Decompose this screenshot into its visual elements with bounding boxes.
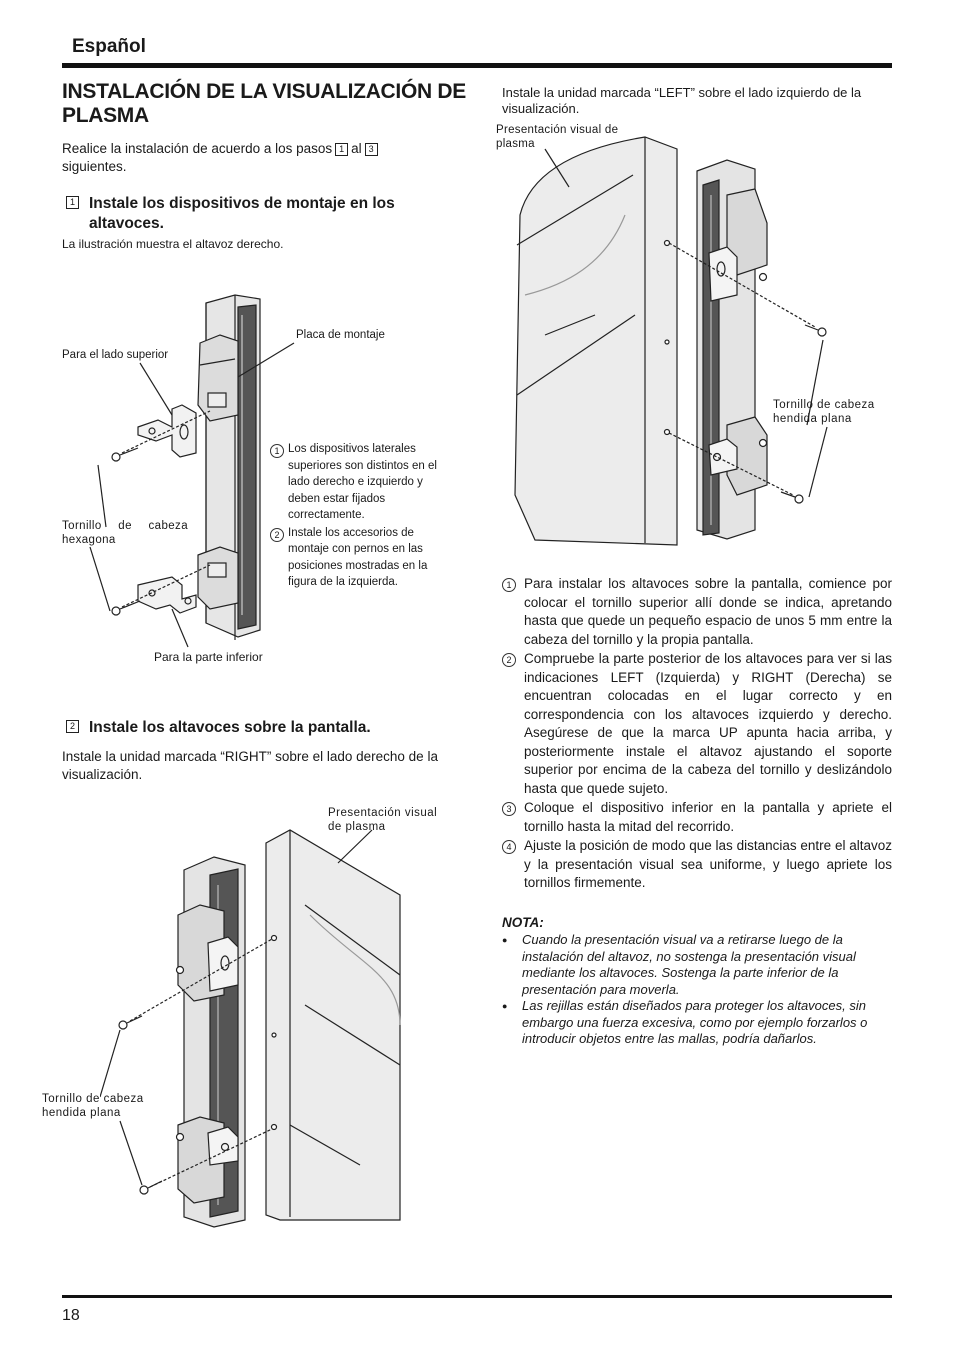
left-speaker-mounting-illustration (505, 135, 845, 550)
label-bottom-side: Para la parte inferior (154, 650, 263, 664)
label-flat-screw-left: Tornillo de cabeza hendida plana (773, 399, 875, 425)
instruction-3: 3 Coloque el dispositivo inferior en la pantalla y apriete el tornillo hasta la mitad del recorrido. (502, 799, 892, 836)
step-ref-last: 3 (365, 143, 378, 156)
bottom-rule (62, 1295, 892, 1298)
step2-heading: 2 Instale los altavoces sobre la pantalla. (62, 718, 462, 738)
label-flat-screw-right: Tornillo de cabeza hendida plana (42, 1093, 144, 1119)
instruction-2: 2 Compruebe la parte posterior de los altavoces para ver si las indicaciones LEFT (Izquierda) y RIGHT (Derecha) se encuentran colocadas en el lugar correcto y en correspondencia con los altavoces izquierdo y derecho. Asegúrese de que la marca UP apunta hacia arriba, y posteriormente instale el altavoz ajustando el soporte superior por encima de la cabeza del tornillo y deslizándolo hasta que quede sujeto. (502, 650, 892, 798)
nota-item-2: ● Las rejillas están diseñados para proteger los altavoces, sin embargo una fuerza excesiva, como por ejemplo forzarlos o introducir objetos entre las mallas, podría dañarlos. (502, 998, 889, 1048)
step1-note-2: 2 Instale los accesorios de montaje con pernos en las posiciones mostradas en la figura de la izquierda. (270, 525, 454, 591)
instruction-4: 4 Ajuste la posición de modo que las distancias entre el altavoz y la presentación visual sea uniforme, y luego apriete los tornillos firmemente. (502, 837, 892, 893)
nota-list (502, 932, 889, 1048)
step1-number: 1 (66, 196, 79, 209)
step1-heading: 1 Instale los dispositivos de montaje en los altavoces. (62, 194, 462, 234)
page-number: 18 (62, 1307, 80, 1324)
nota-heading: NOTA: (502, 915, 544, 930)
instruction-1: 1 Para instalar los altavoces sobre la pantalla, comience por colocar el tornillo superior allí donde se indica, apretando hasta que quede un pequeño espacio de unos 5 mm entre la cabeza del tornillo y la propia pantalla. (502, 575, 892, 649)
step1-caption: La ilustración muestra el altavoz derecho. (62, 237, 284, 251)
right-speaker-mounting-illustration (100, 825, 450, 1230)
step2-left-text: Instale la unidad marcada “LEFT” sobre el lado izquierdo de la visualización. (502, 85, 862, 116)
label-mounting-plate: Placa de montaje (296, 329, 385, 341)
step2-number: 2 (66, 720, 79, 733)
step2-instructions (502, 575, 892, 894)
intro-paragraph: Realice la instalación de acuerdo a los pasos 1 al 3 siguientes. (62, 140, 454, 176)
page-title: INSTALACIÓN DE LA VISUALIZACIÓN DE PLASMA (62, 80, 466, 127)
label-hex-screw: Tornillo de cabeza hexagona (62, 520, 188, 546)
label-top-side: Para el lado superior (62, 349, 169, 361)
step2-right-text: Instale la unidad marcada “RIGHT” sobre el lado derecho de la visualización. (62, 749, 438, 782)
step1-notes (270, 441, 454, 592)
language-heading: Español (72, 36, 146, 57)
step1-note-1: 1 Los dispositivos laterales superiores son distintos en el lado derecho e izquierdo y deben estar fijados correctamente. (270, 441, 454, 524)
label-plasma-display-left: Presentación visual de plasma (496, 124, 619, 150)
step-ref-first: 1 (335, 143, 348, 156)
top-rule (62, 63, 892, 68)
nota-item-1: ● Cuando la presentación visual va a retirarse luego de la instalación del altavoz, no sostenga la presentación visual mediante los altavoces. Sostenga la parte inferior de la presentación para moverla. (502, 932, 889, 998)
label-plasma-display-right: Presentación visual de plasma (328, 807, 438, 833)
